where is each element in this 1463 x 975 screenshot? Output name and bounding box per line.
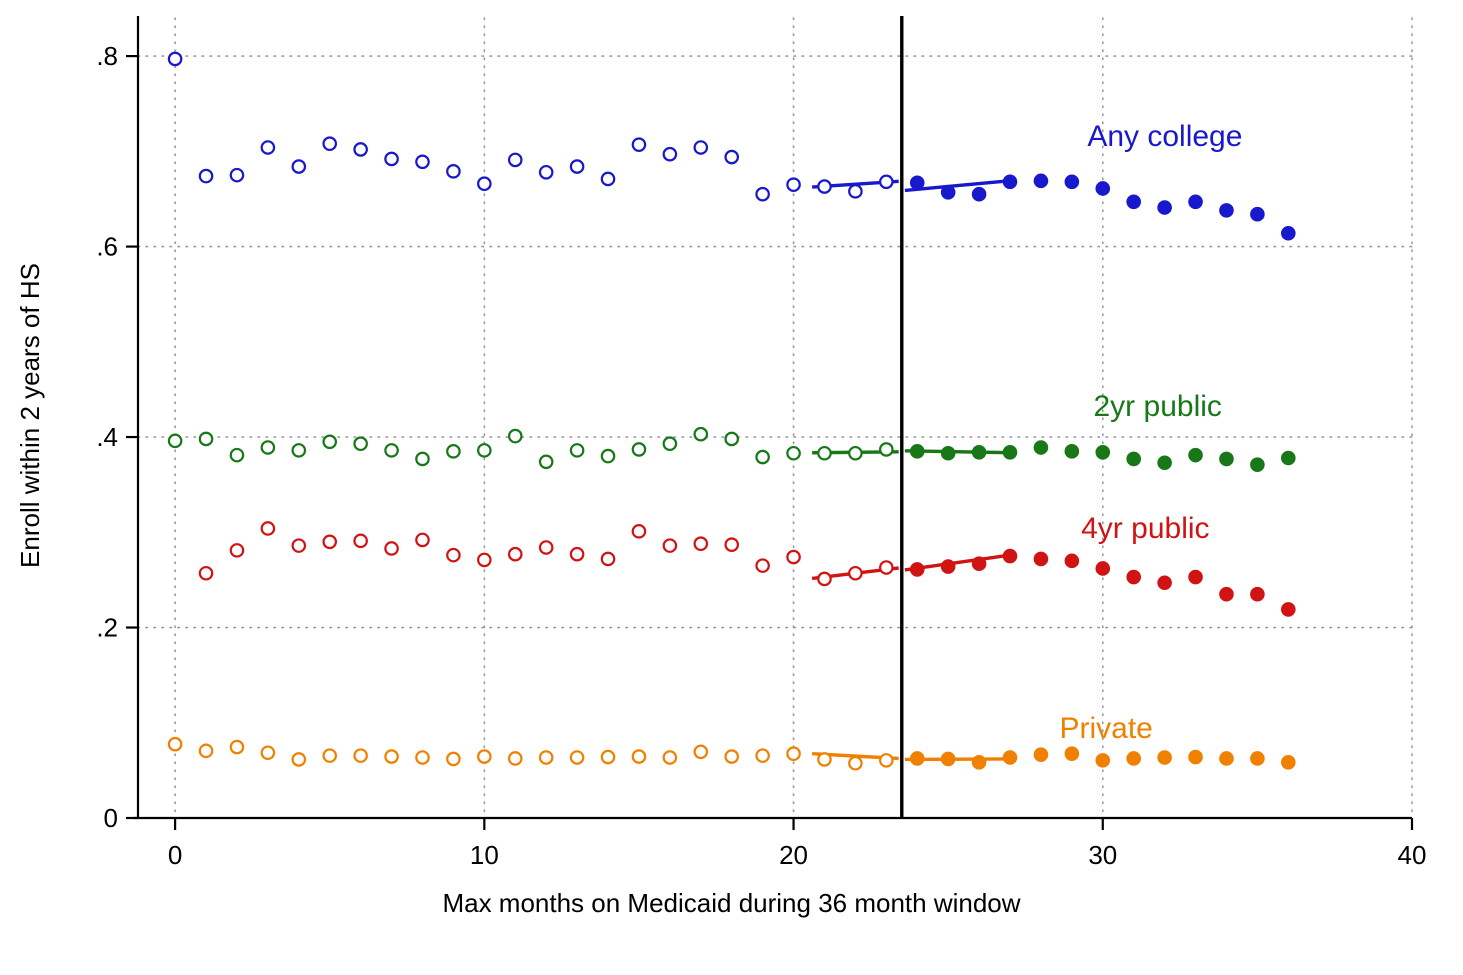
x-tick-label: 20: [779, 840, 809, 870]
y-tick-label: .8: [96, 41, 118, 72]
data-point: [1158, 577, 1170, 589]
data-point: [880, 443, 892, 455]
data-point: [1251, 588, 1263, 600]
data-point: [509, 154, 521, 166]
data-point: [911, 177, 923, 189]
data-point: [1189, 449, 1201, 461]
data-point: [1220, 204, 1232, 216]
data-point: [1127, 453, 1139, 465]
data-point: [1066, 445, 1078, 457]
data-point: [602, 450, 614, 462]
data-point: [818, 753, 830, 765]
data-point: [664, 438, 676, 450]
data-point: [293, 753, 305, 765]
data-point: [416, 534, 428, 546]
data-point: [695, 746, 707, 758]
y-axis-label-wrapper: [0, 0, 60, 830]
data-point: [447, 549, 459, 561]
data-point: [942, 447, 954, 459]
data-point: [231, 169, 243, 181]
data-point: [726, 433, 738, 445]
data-point: [1066, 176, 1078, 188]
data-point: [478, 750, 490, 762]
data-point: [1097, 562, 1109, 574]
data-point: [633, 750, 645, 762]
data-point: [726, 151, 738, 163]
data-point: [293, 160, 305, 172]
data-point: [1097, 182, 1109, 194]
data-point: [1004, 550, 1016, 562]
data-point: [664, 539, 676, 551]
data-point: [169, 435, 181, 447]
data-point: [756, 749, 768, 761]
data-point: [354, 438, 366, 450]
data-point: [695, 141, 707, 153]
data-point: [1189, 751, 1201, 763]
data-point: [1127, 752, 1139, 764]
data-point: [1158, 201, 1170, 213]
data-point: [911, 445, 923, 457]
data-point: [849, 447, 861, 459]
data-point: [1158, 751, 1170, 763]
data-point: [880, 754, 892, 766]
data-point: [385, 153, 397, 165]
data-point: [1251, 208, 1263, 220]
data-point: [1004, 446, 1016, 458]
data-point: [540, 541, 552, 553]
data-point: [756, 451, 768, 463]
data-point: [1035, 175, 1047, 187]
data-point: [1189, 571, 1201, 583]
data-point: [1035, 748, 1047, 760]
data-point: [818, 180, 830, 192]
data-point: [169, 738, 181, 750]
data-point: [478, 444, 490, 456]
y-tick-label: .6: [96, 231, 118, 262]
data-point: [540, 751, 552, 763]
data-point: [540, 166, 552, 178]
data-point: [973, 188, 985, 200]
x-tick-label: 40: [1397, 840, 1427, 870]
data-point: [478, 554, 490, 566]
data-point: [726, 538, 738, 550]
data-point: [1066, 748, 1078, 760]
data-point: [200, 567, 212, 579]
data-point: [571, 751, 583, 763]
data-point: [942, 186, 954, 198]
data-point: [354, 535, 366, 547]
data-point: [787, 748, 799, 760]
data-point: [571, 444, 583, 456]
data-point: [602, 173, 614, 185]
series-label-private: Private: [1059, 711, 1153, 745]
data-point: [385, 542, 397, 554]
data-point: [880, 561, 892, 573]
data-point: [354, 143, 366, 155]
data-point: [849, 185, 861, 197]
data-point: [973, 446, 985, 458]
y-tick-label: .4: [96, 422, 118, 453]
data-point: [324, 436, 336, 448]
x-tick-label: 30: [1088, 840, 1118, 870]
data-point: [200, 745, 212, 757]
data-point: [262, 522, 274, 534]
data-point: [416, 751, 428, 763]
data-point: [633, 443, 645, 455]
data-point: [509, 752, 521, 764]
data-point: [695, 428, 707, 440]
y-tick-label: .2: [96, 612, 118, 643]
series-label-2yr-public: 2yr public: [1093, 390, 1222, 424]
data-point: [1004, 176, 1016, 188]
data-point: [664, 751, 676, 763]
data-point: [756, 188, 768, 200]
data-point: [262, 747, 274, 759]
data-point: [1282, 452, 1294, 464]
data-point: [231, 741, 243, 753]
data-point: [385, 750, 397, 762]
data-point: [787, 447, 799, 459]
series-label-4yr-public: 4yr public: [1081, 512, 1210, 546]
data-point: [1158, 457, 1170, 469]
data-point: [509, 548, 521, 560]
data-point: [664, 148, 676, 160]
data-point: [942, 753, 954, 765]
data-point: [1035, 441, 1047, 453]
data-point: [169, 53, 181, 65]
data-point: [1251, 458, 1263, 470]
data-point: [324, 138, 336, 150]
series-label-any-college: Any college: [1087, 119, 1243, 153]
data-point: [1035, 553, 1047, 565]
data-point: [973, 558, 985, 570]
data-point: [200, 170, 212, 182]
data-point: [1220, 453, 1232, 465]
data-point: [911, 563, 923, 575]
data-point: [231, 544, 243, 556]
data-point: [385, 444, 397, 456]
data-point: [416, 453, 428, 465]
data-point: [818, 573, 830, 585]
data-point: [849, 757, 861, 769]
data-point: [571, 548, 583, 560]
data-point: [911, 752, 923, 764]
data-point: [602, 553, 614, 565]
data-point: [633, 525, 645, 537]
data-point: [942, 560, 954, 572]
data-point: [416, 156, 428, 168]
data-point: [1220, 752, 1232, 764]
y-axis-label: Enroll within 2 years of HS: [14, 262, 45, 568]
data-point: [1282, 227, 1294, 239]
data-point: [602, 751, 614, 763]
data-point: [262, 441, 274, 453]
data-point: [1282, 603, 1294, 615]
data-point: [200, 433, 212, 445]
data-point: [1251, 752, 1263, 764]
data-point: [880, 176, 892, 188]
data-point: [231, 449, 243, 461]
data-point: [756, 559, 768, 571]
data-point: [447, 445, 459, 457]
data-point: [818, 447, 830, 459]
data-point: [1282, 756, 1294, 768]
data-point: [1097, 446, 1109, 458]
data-point: [633, 138, 645, 150]
data-point: [849, 567, 861, 579]
data-point: [509, 430, 521, 442]
data-point: [1189, 196, 1201, 208]
data-point: [478, 178, 490, 190]
data-point: [447, 753, 459, 765]
data-point: [973, 756, 985, 768]
data-point: [262, 141, 274, 153]
x-tick-label: 10: [469, 840, 499, 870]
data-point: [695, 538, 707, 550]
data-point: [1066, 555, 1078, 567]
data-point: [324, 749, 336, 761]
data-point: [1004, 751, 1016, 763]
data-point: [787, 178, 799, 190]
data-point: [1127, 571, 1139, 583]
data-point: [1220, 588, 1232, 600]
data-point: [354, 749, 366, 761]
x-tick-label: 0: [167, 840, 183, 870]
data-point: [1097, 754, 1109, 766]
data-point: [293, 444, 305, 456]
data-point: [787, 551, 799, 563]
data-point: [1127, 196, 1139, 208]
data-point: [447, 165, 459, 177]
data-point: [540, 456, 552, 468]
x-axis-label: Max months on Medicaid during 36 month window: [442, 888, 1021, 918]
data-point: [726, 750, 738, 762]
data-point: [571, 160, 583, 172]
y-tick-label: 0: [103, 803, 118, 833]
data-point: [324, 536, 336, 548]
data-point: [293, 539, 305, 551]
